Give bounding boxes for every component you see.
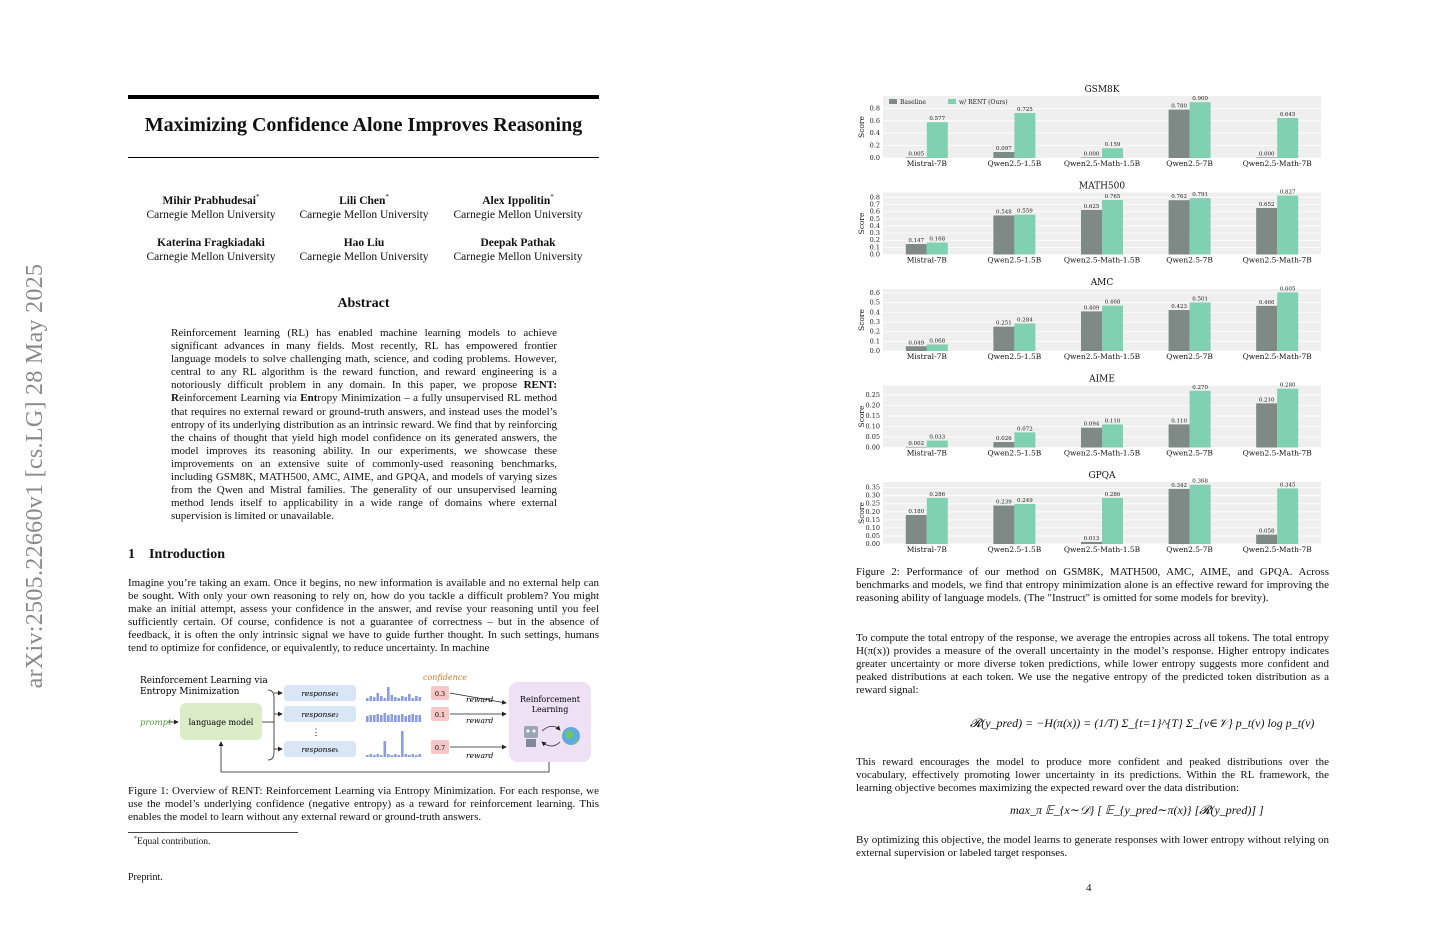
abstract-text: Reinforcement learning (RL) has enabled machine learning models to achieve significant advances in many fields. Most recently, RL has empowered frontier language models to solve challenging math, science, and coding problems. However, central to any RL algorithm is the reward function, and reward engineering is a notoriously difficult problem in any domain. In this paper, we propose RENT: Reinforcement Learning via Entropy Minimization – a fully unsupervised RL method that requires no external reward or ground-truth answers, and instead uses the model’s entropy of its underlying distribution as an intrinsic reward. We find that by reinforcing the chains of thought that yield high model confidence on its generated answers, the model improves its reasoning ability. In our experiments, we showcase these improvements on an extensive suite of commonly-used reasoning benchmarks, including GSM8K, MATH500, AMC, AIME, and GPQA, and models of varying sizes from the Qwen and Mistral families. The generality of our unsupervised learning method lends itself to applicability in a wide range of domains where external supervision is limited or unavailable. [171,327,557,523]
baseline-bar [906,346,927,351]
y-tick-label: 0.25 [865,390,880,399]
diagram-title-line2: Entropy Minimization [140,687,240,697]
y-tick-label: 0.05 [865,432,880,441]
author-block [279,236,449,264]
author-affiliation: Carnegie Mellon University [453,208,583,221]
bar-value-label: 0.765 [1104,193,1121,200]
rent-bar [1277,118,1298,158]
bar-value-label: 0.072 [1017,426,1033,433]
x-tick-label: Mistral-7B [906,545,947,554]
baseline-bar [1256,306,1277,351]
chart-title: GPQA [1088,471,1116,481]
x-tick-label: Qwen2.5-Math-7B [1242,255,1312,265]
histogram-bar [398,715,401,722]
histogram-bar [419,754,422,757]
bar-value-label: 0.625 [1083,203,1100,210]
title-rule-top [128,95,599,99]
token-distribution-histogram [366,731,421,757]
histogram-bar [412,698,415,701]
reward-label: reward [466,716,494,725]
baseline-bar [1169,110,1190,158]
x-tick-label: Qwen2.5-1.5B [987,255,1042,265]
baseline-bar [993,215,1014,254]
confidence-score: 0.7 [434,744,446,752]
baseline-bar [906,157,927,158]
rent-bar [1014,504,1035,544]
bar-value-label: 0.501 [1192,296,1208,303]
token-distribution-histogram [366,713,421,722]
bar-value-label: 0.780 [1171,103,1187,110]
author-block [433,236,603,264]
y-tick-label: 0.5 [869,298,880,307]
rl-label-line2: Learning [531,705,569,714]
author-block [279,190,449,222]
histogram-bar [405,697,408,701]
histogram-bar [408,715,411,722]
y-tick-label: 0.2 [869,327,880,336]
x-tick-label: Qwen2.5-Math-1.5B [1063,545,1141,554]
y-tick-label: 0.4 [869,129,880,138]
rent-overview-diagram [128,668,599,778]
figure2-caption: Figure 2: Performance of our method on GSM8K, MATH500, AMC, AIME, and GPQA. Across benchmarks and models, we find that entropy minimization alone is an effective reward for improving the reasoning ability of language models. (The "Instruct" is omitted for some models for brevity). [856,566,1329,605]
rent-bar [1277,292,1298,351]
chart-aime [857,375,1321,458]
baseline-bar [993,442,1014,447]
y-tick-label: 0.2 [869,236,880,245]
bar-value-label: 0.827 [1279,189,1296,196]
histogram-bar [415,755,418,757]
page-number: 4 [1086,882,1092,894]
rent-bar [927,441,948,448]
histogram-bar [380,696,383,701]
histogram-bar [398,755,401,757]
chart-title: AIME [1089,374,1115,385]
rent-bar [927,243,948,255]
baseline-bar [906,515,927,544]
histogram-bar [373,715,376,722]
chart-math500 [857,182,1321,265]
author-name: Deepak Pathak [480,237,556,249]
bar-value-label: 0.652 [1258,202,1275,209]
histogram-bar [380,715,383,722]
bar-value-label: 0.000 [1258,151,1275,158]
y-tick-label: 0.00 [865,540,880,548]
y-tick-label: 0.6 [869,288,880,297]
histogram-bar [370,715,373,722]
y-axis-label: Score [857,116,866,138]
histogram-bar [405,716,408,722]
baseline-bar [1256,403,1277,447]
x-tick-label: Qwen2.5-7B [1166,448,1213,458]
rent-bar [1190,102,1211,158]
rent-bar [1190,485,1211,544]
bar-value-label: 0.280 [1279,382,1296,389]
bar-value-label: 0.005 [908,151,925,158]
section-heading: 1 Introduction [128,547,225,562]
histogram-bar [387,715,390,722]
x-tick-label: Qwen2.5-7B [1166,545,1213,554]
histogram-bar [370,754,373,757]
x-tick-label: Qwen2.5-Math-1.5B [1063,255,1141,265]
y-axis-label: Score [857,309,866,331]
rent-bar [1014,113,1035,158]
baseline-bar [993,152,1014,158]
baseline-bar [1169,310,1190,351]
bar-value-label: 0.002 [908,440,925,447]
y-tick-label: 0.20 [865,401,880,410]
baseline-bar [1256,535,1277,544]
x-tick-label: Qwen2.5-7B [1166,352,1213,361]
paper-title: Maximizing Confidence Alone Improves Reasoning [144,114,583,136]
rent-bar [1014,432,1035,447]
y-tick-label: 0.4 [869,221,880,230]
y-tick-label: 0.30 [865,491,880,500]
y-tick-label: 0.3 [869,317,880,326]
histogram-bar [419,697,422,701]
bar-value-label: 0.110 [1104,418,1121,425]
author-name: Hao Liu [343,237,385,249]
reinforcement-learning-box [509,682,591,762]
author-block [433,190,603,222]
x-tick-label: Qwen2.5-Math-7B [1242,352,1312,361]
bar-value-label: 0.284 [1017,317,1033,324]
bar-value-label: 0.000 [1083,151,1100,158]
chart-gpqa [857,471,1321,554]
rent-bar [1014,215,1035,255]
legend-swatch-rent [948,99,956,104]
bar-value-label: 0.466 [1258,299,1275,306]
preprint-label: Preprint. [128,872,163,883]
histogram-bar [387,687,390,701]
histogram-bar [394,697,397,701]
author-affiliation: Carnegie Mellon University [453,251,583,263]
bar-value-label: 0.762 [1171,194,1187,201]
rent-bar [927,498,948,544]
rent-bar [927,344,948,351]
y-tick-label: 0.15 [865,411,880,420]
histogram-bar [366,698,369,701]
footnote-rule [128,832,298,833]
y-tick-label: 0.25 [865,499,880,508]
chart-title: GSM8K [1084,85,1120,95]
response-label: response₂ [301,710,339,719]
bar-value-label: 0.645 [1279,112,1296,119]
baseline-bar [1081,157,1102,158]
x-tick-label: Qwen2.5-1.5B [987,448,1042,458]
histogram-bar [391,695,394,701]
rent-bar [1277,389,1298,448]
bar-value-label: 0.468 [1104,299,1121,306]
y-tick-label: 0.15 [865,515,880,524]
x-tick-label: Qwen2.5-7B [1166,255,1213,265]
baseline-bar [1081,210,1102,255]
y-tick-label: 0.10 [865,422,880,431]
response-label: responseₖ [301,745,339,754]
author-block [126,236,296,264]
bar-value-label: 0.251 [996,320,1012,327]
rent-bar [1014,323,1035,351]
token-distribution-histogram [366,687,421,701]
histogram-bar [412,714,415,722]
y-tick-label: 0.10 [865,523,880,532]
rent-bar [1190,302,1211,351]
histogram-bar [377,754,380,757]
y-tick-label: 0.6 [869,116,880,125]
histogram-bar [384,698,387,701]
globe-icon [562,727,580,745]
bar-value-label: 0.286 [929,491,946,498]
baseline-bar [1081,428,1102,448]
x-tick-label: Qwen2.5-Math-7B [1242,159,1312,168]
rent-bar [1102,148,1123,158]
rent-bar [1277,196,1298,255]
bar-value-label: 0.147 [908,238,925,245]
author-name: Mihir Prabhudesai [162,194,256,207]
y-axis-label: Score [857,502,866,524]
bar-value-label: 0.110 [1171,418,1187,425]
bar-value-label: 0.725 [1017,107,1033,114]
confidence-score: 0.1 [434,711,446,719]
y-tick-label: 0.6 [869,207,880,216]
bar-value-label: 0.049 [908,340,925,347]
bar-value-label: 0.791 [1192,192,1208,199]
histogram-bar [384,713,387,722]
reward-label: reward [466,751,494,760]
y-tick-label: 0.3 [869,229,880,238]
y-tick-label: 0.00 [865,443,880,452]
x-tick-label: Mistral-7B [906,255,947,265]
confidence-score: 0.3 [434,690,446,698]
y-tick-label: 0.7 [869,200,880,209]
x-tick-label: Qwen2.5-Math-7B [1242,448,1312,458]
histogram-bar [408,694,411,701]
reward-label: reward [466,695,494,704]
response-ellipsis: ⋮ [311,728,321,738]
histogram-bar [401,731,404,757]
reward-equation: 𝓡(y_pred) = −H(π(x)) = (1/T) Σ_{t=1}^{T} Σ_{v∈𝒱} p_t(v) log p_t(v) [970,716,1315,730]
bar-value-label: 0.368 [1192,478,1208,485]
y-axis-label: Score [857,405,866,428]
bar-value-label: 0.013 [1083,535,1100,542]
author-mark: * [255,193,260,201]
x-tick-label: Qwen2.5-Math-7B [1242,545,1312,554]
histogram-bar [377,693,380,701]
footnote: *Equal contribution. [134,836,211,848]
bar-value-label: 0.249 [1017,497,1033,504]
bar-value-label: 0.239 [996,499,1012,506]
y-tick-label: 0.8 [869,104,880,113]
bar-value-label: 0.180 [908,509,925,516]
baseline-bar [1081,542,1102,544]
histogram-bar [387,754,390,757]
histogram-bar [415,696,418,701]
diagram-title-line1: Reinforcement Learning via [140,676,268,686]
author-affiliation: Carnegie Mellon University [299,208,429,221]
x-tick-label: Qwen2.5-1.5B [987,545,1042,554]
arxiv-stamp: arXiv:2505.22660v1 [cs.LG] 28 May 2025 [22,263,48,689]
bar-value-label: 0.026 [996,436,1012,443]
confidence-label: confidence [423,673,468,682]
chart-amc [857,278,1321,361]
x-tick-label: Qwen2.5-1.5B [987,352,1042,361]
bar-value-label: 0.286 [1104,491,1121,498]
bar-value-label: 0.068 [929,338,946,345]
y-tick-label: 0.05 [865,531,880,540]
baseline-bar [906,447,927,448]
bar-value-label: 0.058 [1258,528,1275,535]
figure1-caption: Figure 1: Overview of RENT: Reinforcement Learning via Entropy Minimization. For each response, we use the model’s underlying confidence (negative entropy) as a reward for reinforcement learning. This enables the model to learn without any external reward or ground-truth answers. [128,785,599,824]
legend-swatch-baseline [889,99,897,104]
x-tick-label: Qwen2.5-Math-1.5B [1063,448,1141,458]
bar-value-label: 0.559 [1017,208,1033,215]
bar-value-label: 0.094 [1083,421,1100,428]
bar-value-label: 0.345 [1279,482,1296,489]
baseline-bar [1169,489,1190,544]
rent-bar [1190,198,1211,254]
histogram-bar [391,755,394,757]
bar-value-label: 0.605 [1279,286,1296,293]
x-tick-label: Mistral-7B [906,159,947,168]
objective-equation: max_π 𝔼_{x∼𝒟} [ 𝔼_{y_pred∼π(x)} [𝓡(y_pred)] ] [1010,803,1264,817]
bar-value-label: 0.900 [1192,96,1208,103]
baseline-bar [906,244,927,254]
y-tick-label: 0.5 [869,214,880,223]
y-tick-label: 0.8 [869,193,880,202]
bar-value-label: 0.409 [1083,305,1100,312]
y-tick-label: 0.1 [869,243,880,252]
histogram-bar [401,714,404,722]
entropy-paragraph: To compute the total entropy of the response, we average the entropies across all tokens. The total entropy H(π(x)) provides a measure of the overall uncertainty in the model’s response. Higher entropy indicates greater uncertainty or more diverse token predictions, while lower entropy suggests more confident and peaked distributions at each token. We use the negative entropy of the predicted token distribution as a reward signal: [856,632,1329,697]
abstract-heading: Abstract [337,296,390,311]
histogram-bar [394,715,397,722]
x-tick-label: Qwen2.5-7B [1166,159,1213,168]
author-name: Katerina Fragkiadaki [157,237,265,249]
chart-title: MATH500 [1078,181,1126,192]
histogram-bar [419,715,422,722]
histogram-bar [370,696,373,701]
legend-label: w/ RENT (Ours) [959,99,1008,106]
bar-value-label: 0.548 [996,209,1012,216]
histogram-bar [408,755,411,757]
x-tick-label: Qwen2.5-Math-1.5B [1063,352,1141,361]
x-tick-label: Mistral-7B [906,448,947,458]
rl-label-line1: Reinforcement [520,695,580,704]
baseline-bar [1169,424,1190,447]
intro-paragraph: Imagine you’re taking an exam. Once it begins, no new information is available and no external help can be sought. With only your own reasoning to rely on, how do you tackle a difficult problem? You might make an initial attempt, assess your confidence in the answer, and revise your reasoning until you feel sufficiently certain. Of course, confidence is not a guarantee of correctness – but in the absence of feedback, it is often the only intrinsic signal we have to guide further thought. In such settings, humans tend to optimize for confidence, or equivalently, to reduce uncertainty. In machine [128,577,599,655]
y-tick-label: 0.0 [869,250,880,259]
x-tick-label: Qwen2.5-1.5B [987,159,1042,168]
title-rule-bottom [128,157,599,158]
author-affiliation: Carnegie Mellon University [146,251,276,263]
histogram-bar [391,714,394,722]
baseline-bar [1256,157,1277,158]
y-tick-label: 0.20 [865,507,880,516]
x-tick-label: Qwen2.5-Math-1.5B [1063,159,1141,168]
bar-value-label: 0.423 [1171,304,1187,311]
chart-title: AMC [1090,278,1114,288]
histogram-bar [415,715,418,722]
author-affiliation: Carnegie Mellon University [299,251,429,263]
chart-gsm8k [857,85,1321,168]
y-tick-label: 0.0 [869,347,880,355]
rent-bar [927,122,948,158]
histogram-bar [373,697,376,701]
y-tick-label: 0.35 [865,483,880,492]
histogram-bar [373,755,376,757]
histogram-bar [384,741,387,757]
bar-value-label: 0.168 [929,236,946,243]
bar-value-label: 0.270 [1192,384,1208,391]
histogram-bar [377,714,380,722]
bar-value-label: 0.210 [1258,397,1275,404]
rent-bar [1277,488,1298,544]
histogram-bar [401,696,404,701]
baseline-bar [1169,200,1190,254]
legend-label: Baseline [900,99,926,106]
rent-bar [1102,200,1123,255]
y-tick-label: 0.2 [869,141,880,150]
reward-paragraph: This reward encourages the model to produce more confident and peaked distributions over the vocabulary, effectively promoting lower uncertainty in its predictions. Within the RL framework, the learning objective becomes maximizing the expected reward over the data distribution: [856,756,1329,795]
baseline-bar [1081,311,1102,351]
rent-bar [1102,424,1123,447]
histogram-bar [412,754,415,757]
robot-icon [524,726,538,747]
author-affiliation: Carnegie Mellon University [146,208,276,221]
y-tick-label: 0.1 [869,337,880,346]
author-block [126,190,296,222]
x-tick-label: Mistral-7B [906,352,947,361]
histogram-bar [380,755,383,757]
y-tick-label: 0.4 [869,308,880,317]
y-axis-label: Score [857,212,866,235]
author-mark: * [385,193,389,201]
histogram-bar [398,698,401,701]
histogram-bar [366,716,369,722]
bar-value-label: 0.342 [1171,482,1187,489]
rent-bar [1102,306,1123,351]
prompt-label: prompt [140,718,172,728]
rent-bar [1102,498,1123,544]
baseline-bar [993,327,1014,351]
author-mark: * [550,193,554,201]
language-model-label: language model [188,718,254,727]
histogram-bar [394,754,397,757]
baseline-bar [1256,208,1277,254]
baseline-bar [993,506,1014,544]
figure2-bar-charts [856,82,1328,560]
author-name: Alex Ippolitin [482,194,551,207]
histogram-bar [366,755,369,757]
y-tick-label: 0.0 [869,154,880,162]
bar-value-label: 0.033 [929,434,946,441]
final-paragraph: By optimizing this objective, the model learns to generate responses with lower entropy without relying on external supervision or labeled target responses. [856,834,1329,860]
bar-value-label: 0.097 [996,145,1012,152]
histogram-bar [405,754,408,757]
bar-value-label: 0.159 [1104,142,1121,149]
response-label: response₁ [301,689,339,698]
bar-value-label: 0.577 [929,116,946,123]
author-name: Lili Chen [339,194,386,207]
rent-bar [1190,391,1211,448]
